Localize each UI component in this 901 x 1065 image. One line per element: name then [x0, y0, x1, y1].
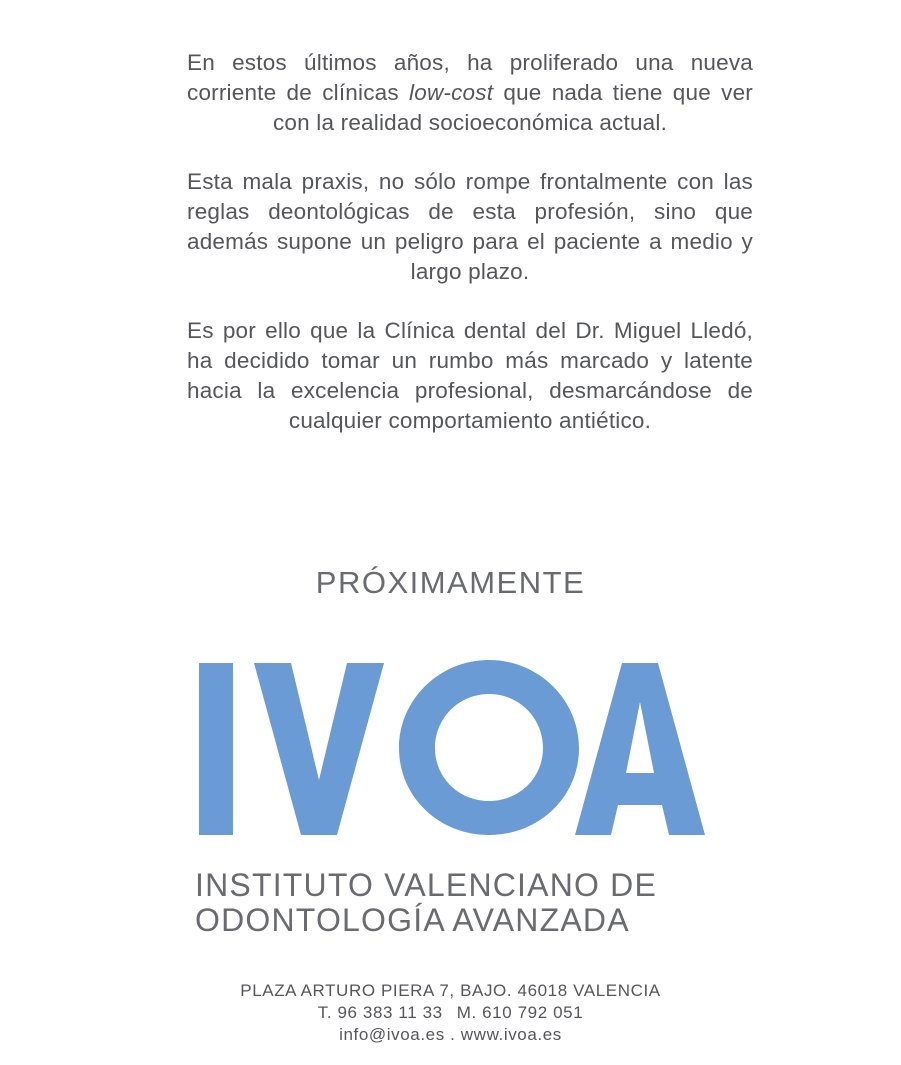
phone-line: [0, 1002, 901, 1024]
logo-letter-v: [254, 663, 384, 835]
address: PLAZA ARTURO PIERA 7, BAJO. 46018 VALENCIA: [240, 981, 661, 1000]
intro-text: [187, 48, 753, 465]
mobile-number: M. 610 792 051: [456, 1003, 584, 1022]
low-cost-emphasis: low-cost: [409, 80, 494, 105]
phone-number: T. 96 383 11 33: [317, 1003, 443, 1022]
logo-letter-o: [399, 660, 579, 835]
paragraph-1-text-end: que nada tiene que ver con la realidad socioeconómica actual.: [272, 80, 753, 135]
institute-name-line-2: ODONTOLOGÍA AVANZADA: [195, 902, 630, 938]
coming-soon-heading: PRÓXIMAMENTE: [315, 565, 586, 600]
email-web-line: info@ivoa.es . www.ivoa.es: [339, 1025, 562, 1044]
institute-name: [195, 868, 707, 938]
logo-letter-a: [575, 663, 705, 835]
intro-paragraph-1: [187, 48, 753, 138]
ivoa-logo: [199, 660, 705, 835]
intro-paragraph-3: Es por ello que la Clínica dental del Dr. Miguel Lledó, ha decidido tomar un rumbo más marcado y latente hacia la excelencia profesional, desmarcándose de cualquier comportamiento antiético.: [187, 318, 753, 433]
logo-letter-i: [199, 663, 233, 835]
paragraph-1-text-start: En estos últimos años, ha proliferado una nueva corriente de clínicas: [187, 50, 753, 105]
contact-info: [0, 980, 901, 1046]
intro-paragraph-2: Esta mala praxis, no sólo rompe frontalmente con las reglas deontológicas de esta profesión, sino que además supone un peligro para el paciente a medio y largo plazo.: [187, 169, 753, 284]
institute-name-line-1: INSTITUTO VALENCIANO DE: [195, 867, 658, 903]
